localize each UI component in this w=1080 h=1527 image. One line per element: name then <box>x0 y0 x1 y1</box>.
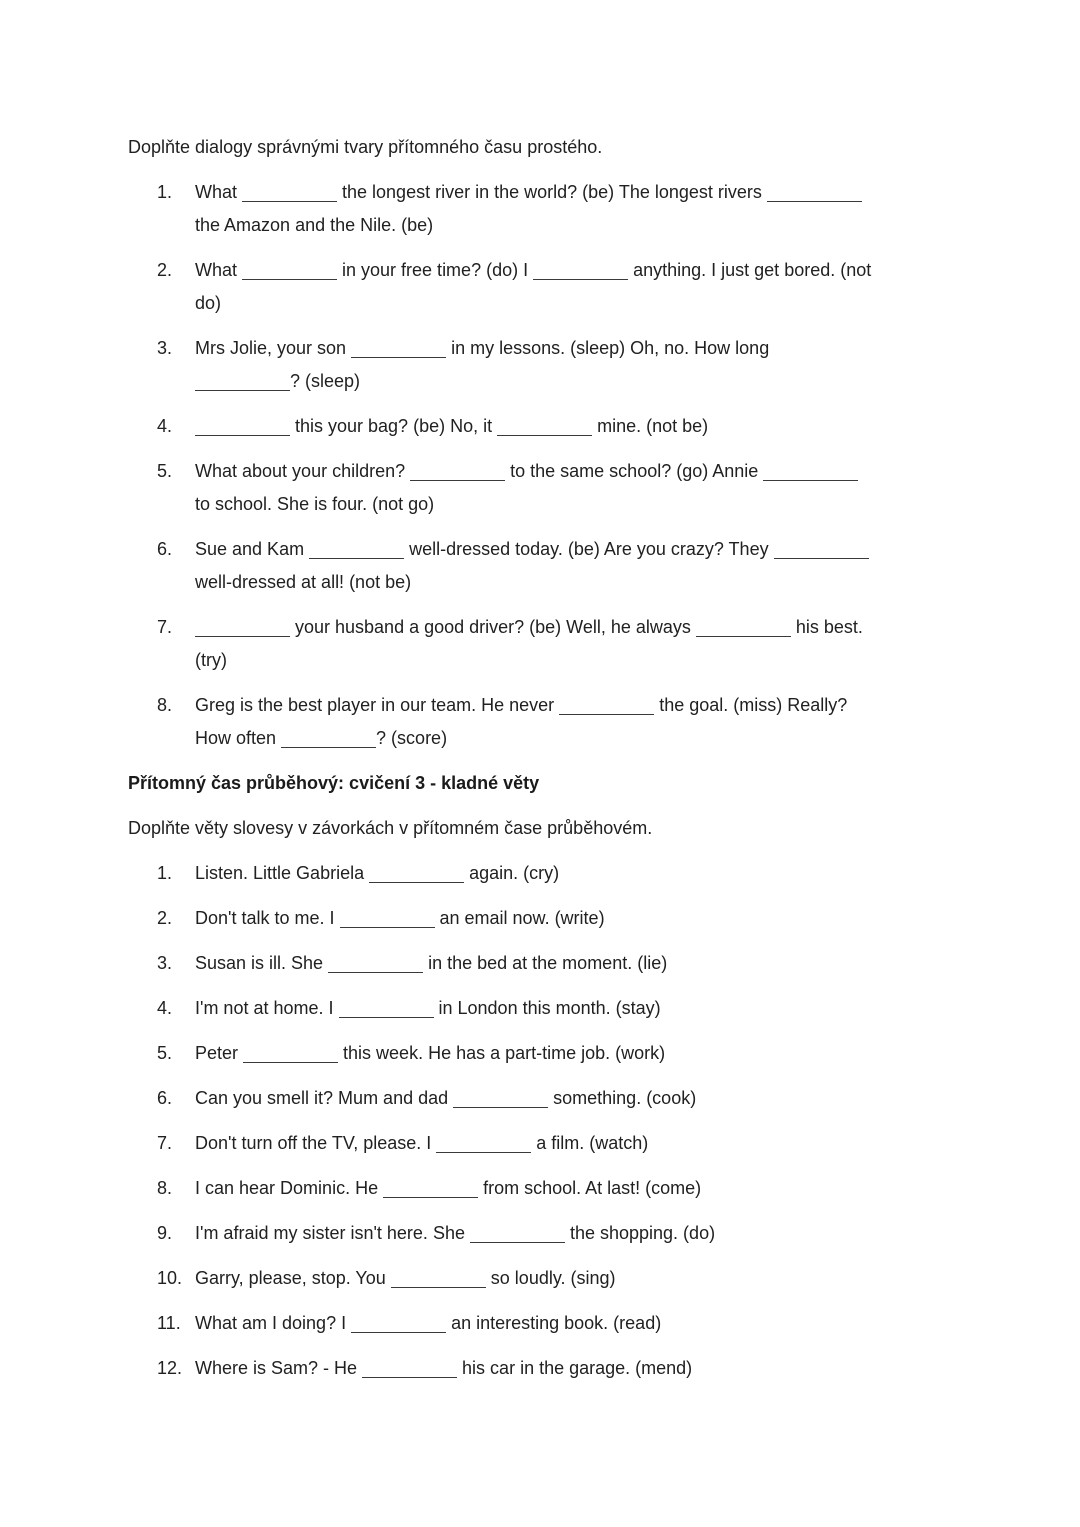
list-item: your husband a good driver? (be) Well, he always his best. (try) <box>195 617 863 670</box>
answer-blank <box>497 431 592 436</box>
answer-blank <box>309 554 404 559</box>
answer-blank <box>470 1238 565 1243</box>
answer-blank <box>281 743 376 748</box>
answer-blank <box>774 554 869 559</box>
answer-blank <box>362 1373 457 1378</box>
list-item: Susan is ill. She in the bed at the moment. (lie) <box>195 953 668 973</box>
section2-heading: Přítomný čas průběhový: cvičení 3 - kladné věty <box>128 773 540 793</box>
answer-blank <box>339 1013 434 1018</box>
section2-instruction: Doplňte věty slovesy v závorkách v přítomném čase průběhovém. <box>128 818 653 838</box>
list-item: Sue and Kam well-dressed today. (be) Are you crazy? They well-dressed at all! (not be) <box>195 533 985 599</box>
list-item: What in your free time? (do) I anything. I just get bored. (not do) <box>195 260 872 313</box>
answer-blank <box>328 968 423 973</box>
answer-blank <box>243 1058 338 1063</box>
answer-blank <box>340 923 435 928</box>
answer-blank <box>383 1193 478 1198</box>
list-item: Don't talk to me. I an email now. (write) <box>195 908 605 928</box>
answer-blank <box>391 1283 486 1288</box>
answer-blank <box>351 1328 446 1333</box>
exercise2-list <box>128 857 985 1385</box>
list-item: I'm afraid my sister isn't here. She the shopping. (do) <box>195 1223 716 1243</box>
answer-blank <box>242 275 337 280</box>
answer-blank <box>410 476 505 481</box>
answer-blank <box>533 275 628 280</box>
list-item: I'm not at home. I in London this month. (stay) <box>195 998 661 1018</box>
answer-blank <box>559 710 654 715</box>
answer-blank <box>195 386 290 391</box>
list-item: Greg is the best player in our team. He never the goal. (miss) Really? How often ? (score) <box>195 695 848 748</box>
list-item: What the longest river in the world? (be) The longest rivers the Amazon and the Nile. (be) <box>195 176 985 242</box>
answer-blank <box>195 632 290 637</box>
answer-blank <box>453 1103 548 1108</box>
answer-blank <box>763 476 858 481</box>
answer-blank <box>195 431 290 436</box>
list-item: Listen. Little Gabriela again. (cry) <box>195 863 560 883</box>
answer-blank <box>436 1148 531 1153</box>
list-item: Garry, please, stop. You so loudly. (sing) <box>195 1268 616 1288</box>
list-item: Where is Sam? - He his car in the garage. (mend) <box>195 1358 693 1378</box>
exercise1-instruction: Doplňte dialogy správnými tvary přítomného času prostého. <box>128 137 603 157</box>
answer-blank <box>767 197 862 202</box>
list-item: Peter this week. He has a part-time job. (work) <box>195 1043 666 1063</box>
list-item: I can hear Dominic. He from school. At last! (come) <box>195 1178 702 1198</box>
list-item: What about your children? to the same school? (go) Annie to school. She is four. (not go) <box>195 455 985 521</box>
list-item: this your bag? (be) No, it mine. (not be) <box>195 410 985 443</box>
list-item: Don't turn off the TV, please. I a film. (watch) <box>195 1133 649 1153</box>
exercise1-list <box>128 176 985 755</box>
list-item: Can you smell it? Mum and dad something. (cook) <box>195 1088 697 1108</box>
answer-blank <box>369 878 464 883</box>
list-item: Mrs Jolie, your son in my lessons. (sleep) Oh, no. How long ? (sleep) <box>195 338 770 391</box>
answer-blank <box>696 632 791 637</box>
list-item: What am I doing? I an interesting book. (read) <box>195 1313 662 1333</box>
answer-blank <box>351 353 446 358</box>
answer-blank <box>242 197 337 202</box>
